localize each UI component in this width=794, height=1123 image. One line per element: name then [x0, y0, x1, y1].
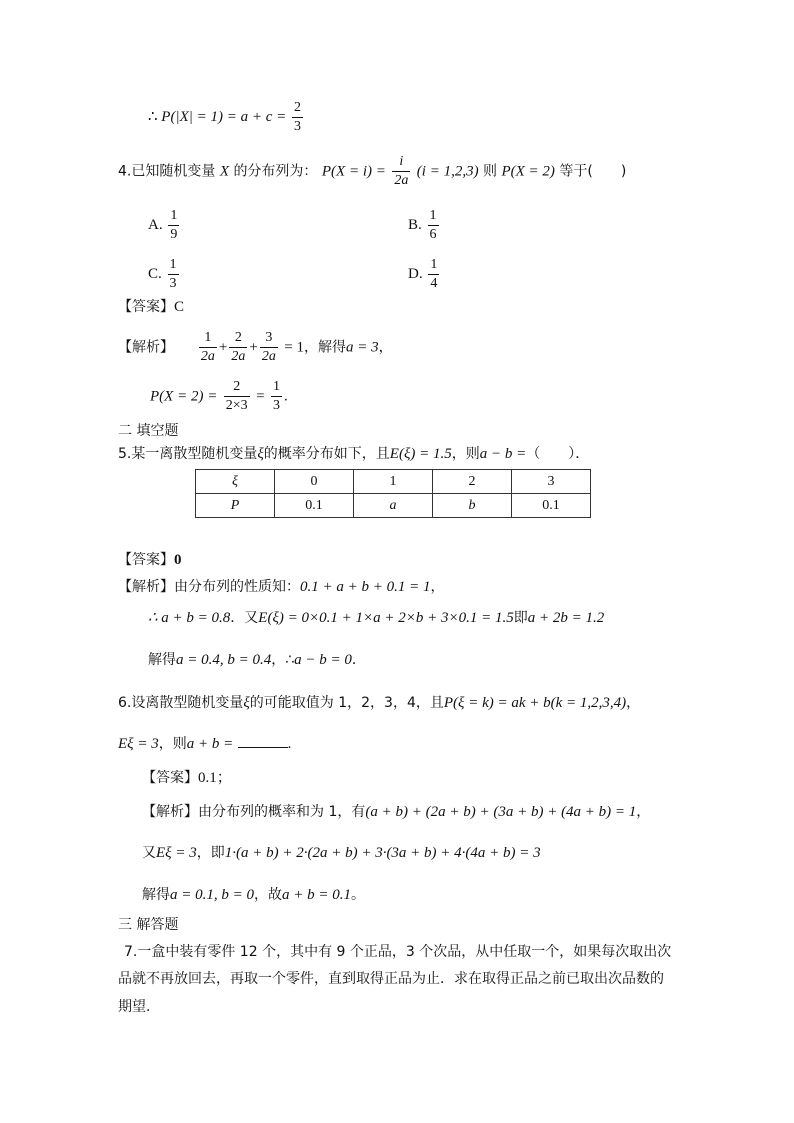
- q4-option-b: B. $\frac{1}{6}$: [408, 208, 437, 242]
- analysis-tag: 【解析】: [118, 339, 174, 356]
- distribution-table: [195, 469, 591, 518]
- section-heading-fill-blank: 二 填空题: [118, 423, 179, 439]
- q5-analysis-line1: 【解析】由分布列的性质知：0.1 + a + b + 0.1 = 1，: [118, 579, 445, 595]
- q7-line1: 7.一盒中装有零件 12 个，其中有 9 个正品，3 个次品，从中任取一个，如果每次取出次: [124, 944, 672, 960]
- analysis-tag: 【解析】: [118, 579, 174, 595]
- q4-pmf: P(X = i) =: [321, 163, 386, 180]
- table-row: [196, 470, 591, 494]
- answer-tag: 【答案】: [118, 299, 174, 315]
- q4-option-a: A. $\frac{1}{9}$: [148, 208, 178, 242]
- q6-answer: [142, 768, 232, 788]
- q4-option-d: D. $\frac{1}{4}$: [408, 257, 438, 291]
- q5-stem: 5.某一离散型随机变量ξ的概率分布如下，且E(ξ) = 1.5，则a − b =（ ）．: [118, 446, 590, 462]
- q5-analysis-line2: ∴ a + b = 0.8．又E(ξ) = 0×0.1 + 1×a + 2×b + 3×0.1 = 1.5即a + 2b = 1.2: [148, 610, 605, 626]
- q4-option-c: C. $\frac{1}{3}$: [148, 257, 177, 291]
- answer-value: C: [174, 299, 185, 315]
- q5-answer: [118, 550, 182, 570]
- table-cell: 1: [354, 470, 433, 494]
- q5-analysis-line3: 解得a = 0.4, b = 0.4，∴a − b = 0．: [148, 652, 366, 668]
- q6-analysis-line3: 解得a = 0.1, b = 0，故a + b = 0.1。: [142, 887, 365, 903]
- table-cell: P: [196, 494, 275, 518]
- table-cell: 2: [433, 470, 512, 494]
- q4-stem: 4.已知随机变量 X 的分布列为： P(X = i) = $\frac{i}{2a}$ (i = 1,2,3) 则 P(X = 2) 等于( ): [118, 154, 627, 188]
- q4-analysis-line2: P(X = 2) = $\frac{2}{2\times 3}$ = $\frac{1}{3}$ .: [150, 379, 288, 413]
- section-heading-solve: 三 解答题: [118, 917, 179, 933]
- answer-blank: [238, 733, 288, 748]
- prev-fraction: $\frac{2}{3}$: [294, 100, 302, 134]
- q6-stem: 6.设离散型随机变量ξ的可能取值为 1，2，3，4，且P(ξ = k) = ak + b(k = 1,2,3,4)，: [118, 695, 641, 711]
- q6-analysis-line2: 又Eξ = 3，即1·(a + b) + 2·(2a + b) + 3·(3a + b) + 4·(4a + b) = 3: [142, 845, 541, 861]
- table-row: [196, 494, 591, 518]
- q4-pmf-fraction: $\frac{i}{2a}$: [394, 154, 409, 188]
- table-cell: 0.1: [512, 494, 591, 518]
- q4-answer: [118, 297, 184, 317]
- prev-solution-line: [148, 100, 305, 135]
- table-cell: ξ: [196, 470, 275, 494]
- q7-line3: 期望．: [118, 999, 160, 1015]
- q6-analysis-line1: 【解析】由分布列的概率和为 1，有(a + b) + (2a + b) + (3a + b) + (4a + b) = 1，: [142, 804, 651, 820]
- answer-tag: 【答案】: [118, 552, 174, 568]
- q7-line2: 品就不再放回去，再取一个零件，直到取得正品为止．求在取得正品之前已取出次品数的: [118, 971, 664, 987]
- therefore-symbol: ∴: [148, 108, 158, 125]
- answer-value: 0: [174, 552, 182, 568]
- table-cell: a: [354, 494, 433, 518]
- analysis-tag: 【解析】: [142, 804, 198, 820]
- table-cell: b: [433, 494, 512, 518]
- prev-equation: P(|X| = 1) = a + c =: [161, 108, 287, 125]
- table-cell: 3: [512, 470, 591, 494]
- table-cell: 0: [275, 470, 354, 494]
- answer-value: 0.1；: [198, 770, 232, 786]
- q4-analysis-line1: 【解析】 $\frac{1}{2a}$ + $\frac{2}{2a}$ + $\frac{3}{2a}$ = 1，解得a = 3，: [118, 330, 393, 364]
- table-cell: 0.1: [275, 494, 354, 518]
- answer-tag: 【答案】: [142, 770, 198, 786]
- q6-stem-line2: Eξ = 3，则a + b = .: [118, 733, 291, 754]
